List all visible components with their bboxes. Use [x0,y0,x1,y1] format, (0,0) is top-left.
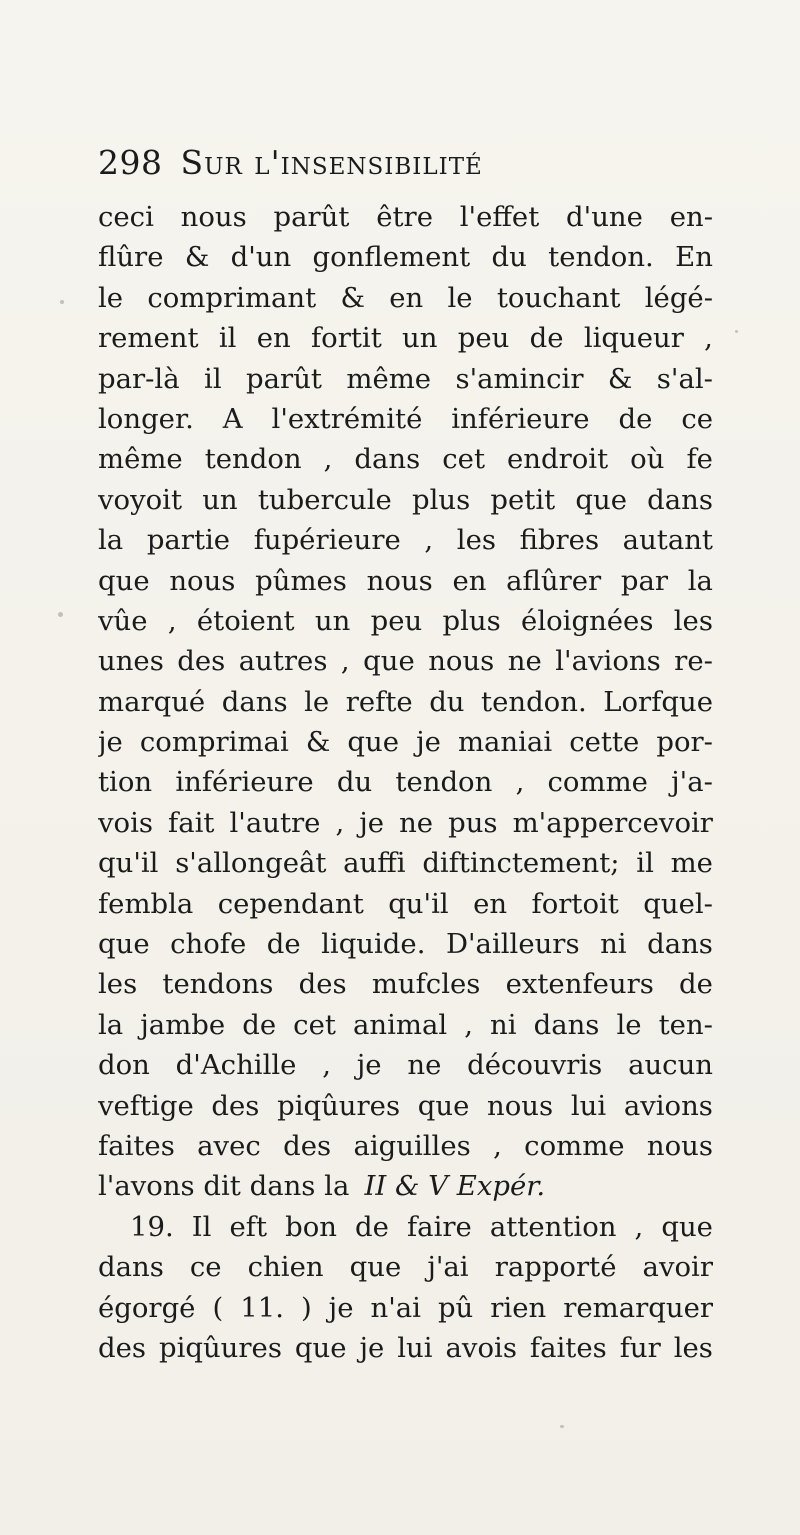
text-line: ceci nous parût être l'effet d'une en- [98,201,713,233]
text-line: voyoit un tubercule plus petit que dans [98,483,713,516]
paper-speck [60,300,64,304]
body-text [98,197,713,1368]
text-line: le comprimant & en le touchant légé- [98,281,713,314]
text-line: qu'il s'allongeât auffi diftinctement; il me [98,847,713,880]
text-line: unes des autres , que nous ne l'avions re- [98,645,713,678]
text-line: longer. A l'extrémité inférieure de ce [98,402,713,435]
text-line: la partie fupérieure , les fibres autant [98,524,713,557]
text-line: je comprimai & que je maniai cette por- [98,726,713,759]
text-line: don d'Achille , je ne découvris aucun [98,1049,713,1082]
running-title: Sur l'insensibilité [180,143,483,182]
page-header [98,143,718,187]
text-line: vûe , étoient un peu plus éloignées les [98,604,713,637]
paper-speck [58,612,63,617]
text-line: marqué dans le refte du tendon. Lorfque [98,685,713,718]
text-line: vois fait l'autre , je ne pus m'appercevoir [98,806,713,839]
text-line-with-citation [98,1166,713,1206]
text-line: la jambe de cet animal , ni dans le ten- [98,1008,713,1041]
text-line: que nous pûmes nous en aflûrer par la [98,564,713,597]
text-line: tion inférieure du tendon , comme j'a- [98,766,713,799]
text-line: rement il en fortit un peu de liqueur , [98,322,713,355]
experiment-citation: II & V Expér. [364,1170,546,1203]
text-line: veftige des piqûures que nous lui avions [98,1089,713,1122]
text-line: flûre & d'un gonflement du tendon. En [98,241,713,274]
text-line: fembla cependant qu'il en fortoit quel- [98,887,713,920]
paper-speck [735,330,738,333]
text-line: par-là il parût même s'amincir & s'al- [98,362,713,395]
paper-speck [560,1425,564,1428]
paragraph-start-line: 19. Il eft bon de faire attention , que [130,1210,713,1243]
text-line: même tendon , dans cet endroit où fe [98,443,713,476]
text-line: dans ce chien que j'ai rapporté avoir [98,1251,713,1284]
text-line: des piqûures que je lui avois faites fur les [98,1331,713,1364]
text-line: faites avec des aiguilles , comme nous [98,1129,713,1162]
text-line: l'avons dit dans la [98,1170,350,1203]
page-number: 298 [98,143,163,182]
text-line: les tendons des mufcles extenfeurs de [98,968,713,1001]
text-line: égorgé ( 11. ) je n'ai pû rien remarquer [98,1291,713,1324]
text-line: que chofe de liquide. D'ailleurs ni dans [98,928,713,961]
